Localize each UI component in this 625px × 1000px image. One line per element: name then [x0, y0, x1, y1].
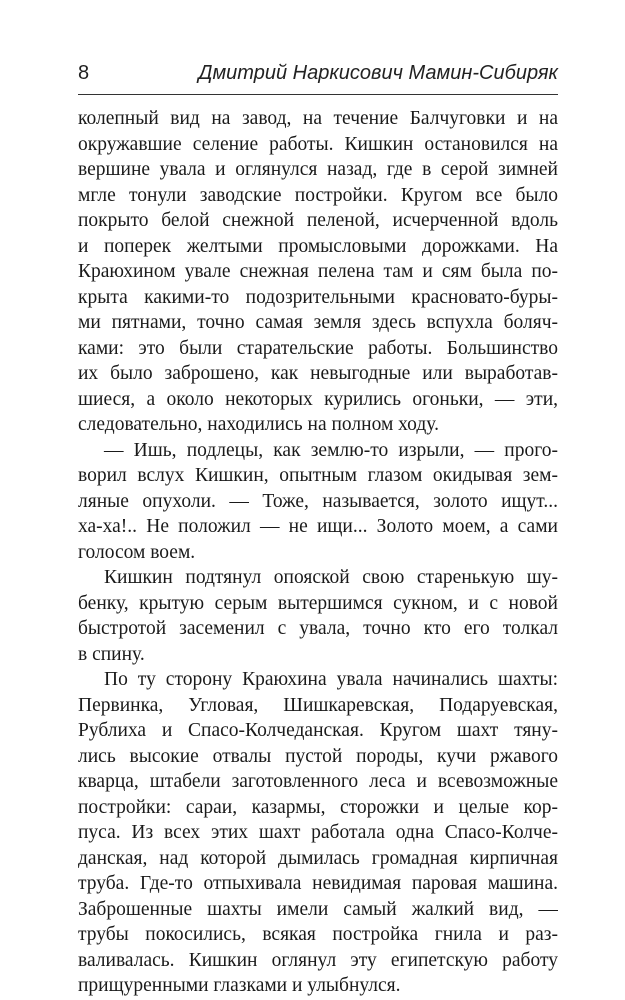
text-line: прищуренными глазками и улыбнулся.: [78, 975, 401, 996]
text-line: и поперек желтыми промысловыми дорожками. На: [78, 235, 558, 257]
text-line: данская, над которой дымилась громадная кирпичная: [78, 847, 558, 869]
text-line: — Ишь, подлецы, как землю-то изрыли, — прого-: [104, 439, 558, 461]
text-line: трубы покосились, всякая постройка гнила и раз-: [78, 924, 558, 945]
text-line: По ту сторону Краюхина увала начинались шахты:: [104, 669, 558, 690]
text-line: ками: это были старательские работы. Большинство: [78, 337, 558, 359]
text-line: Заброшенные шахты имели самый жалкий вид, —: [78, 898, 558, 920]
body-text: [78, 106, 558, 999]
book-page: [78, 62, 558, 996]
text-line: труба. Где-то отпыхивала невидимая паровая машина.: [78, 873, 558, 894]
text-line: лись высокие отвалы пустой породы, кучи ржавого: [78, 745, 558, 767]
text-line: крыта какими-то подозрительными красновато-буры-: [78, 286, 558, 308]
text-line: бенку, крытую серым вытершимся сукном, и с новой: [78, 592, 558, 614]
text-line: ляные опухоли. — Тоже, называется, золото ищут...: [78, 490, 558, 512]
header-rule: [78, 94, 558, 95]
text-line: их было заброшено, как невыгодные или выработав-: [78, 363, 558, 384]
text-line: Первинка, Угловая, Шишкаревская, Подаруевская,: [78, 694, 558, 716]
text-line: пуса. Из всех этих шахт работала одна Спасо-Колче-: [78, 822, 558, 843]
text-line: Кишкин подтянул опояской свою старенькую шу-: [104, 567, 558, 588]
text-line: следовательно, находились на полном ходу.: [78, 414, 439, 435]
text-line: ха-ха!.. Не положил — не ищи... Золото моем, а сами: [78, 516, 558, 537]
text-line: валивалась. Кишкин оглянул эту египетскую работу: [78, 949, 558, 971]
text-line: постройки: сараи, казармы, сторожки и целые кор-: [78, 796, 558, 818]
text-line: быстротой засеменил с увала, точно кто его толкал: [78, 618, 558, 639]
text-line: Краюхином увале снежная пелена там и сям была по-: [78, 261, 558, 282]
text-line: мгле тонули заводские постройки. Кругом все было: [78, 184, 558, 206]
text-line: ми пятнами, точно самая земля здесь вспухла боляч-: [78, 312, 558, 333]
text-line: ворил вслух Кишкин, опытным глазом окидывая зем-: [78, 465, 558, 486]
text-line: в спину.: [78, 643, 145, 665]
text-line: покрыто белой снежной пеленой, исчерченной вдоль: [78, 210, 558, 231]
running-title: Дмитрий Наркисович Мамин-Сибиряк: [198, 62, 558, 84]
text-line: шиеся, а около некоторых курились огоньки, — эти,: [78, 388, 558, 410]
running-header: [78, 62, 558, 92]
text-line: кварца, штабели заготовленного леса и всевозможные: [78, 771, 558, 792]
text-line: окружавшие селение работы. Кишкин остановился на: [78, 133, 558, 155]
text-line: вершине увала и оглянулся назад, где в серой зимней: [78, 159, 558, 180]
text-line: колепный вид на завод, на течение Балчуговки и на: [78, 108, 558, 129]
page-number: 8: [78, 62, 90, 84]
text-line: голосом воем.: [78, 541, 196, 563]
text-line: Рублиха и Спасо-Колчеданская. Кругом шахт тяну-: [78, 720, 558, 741]
